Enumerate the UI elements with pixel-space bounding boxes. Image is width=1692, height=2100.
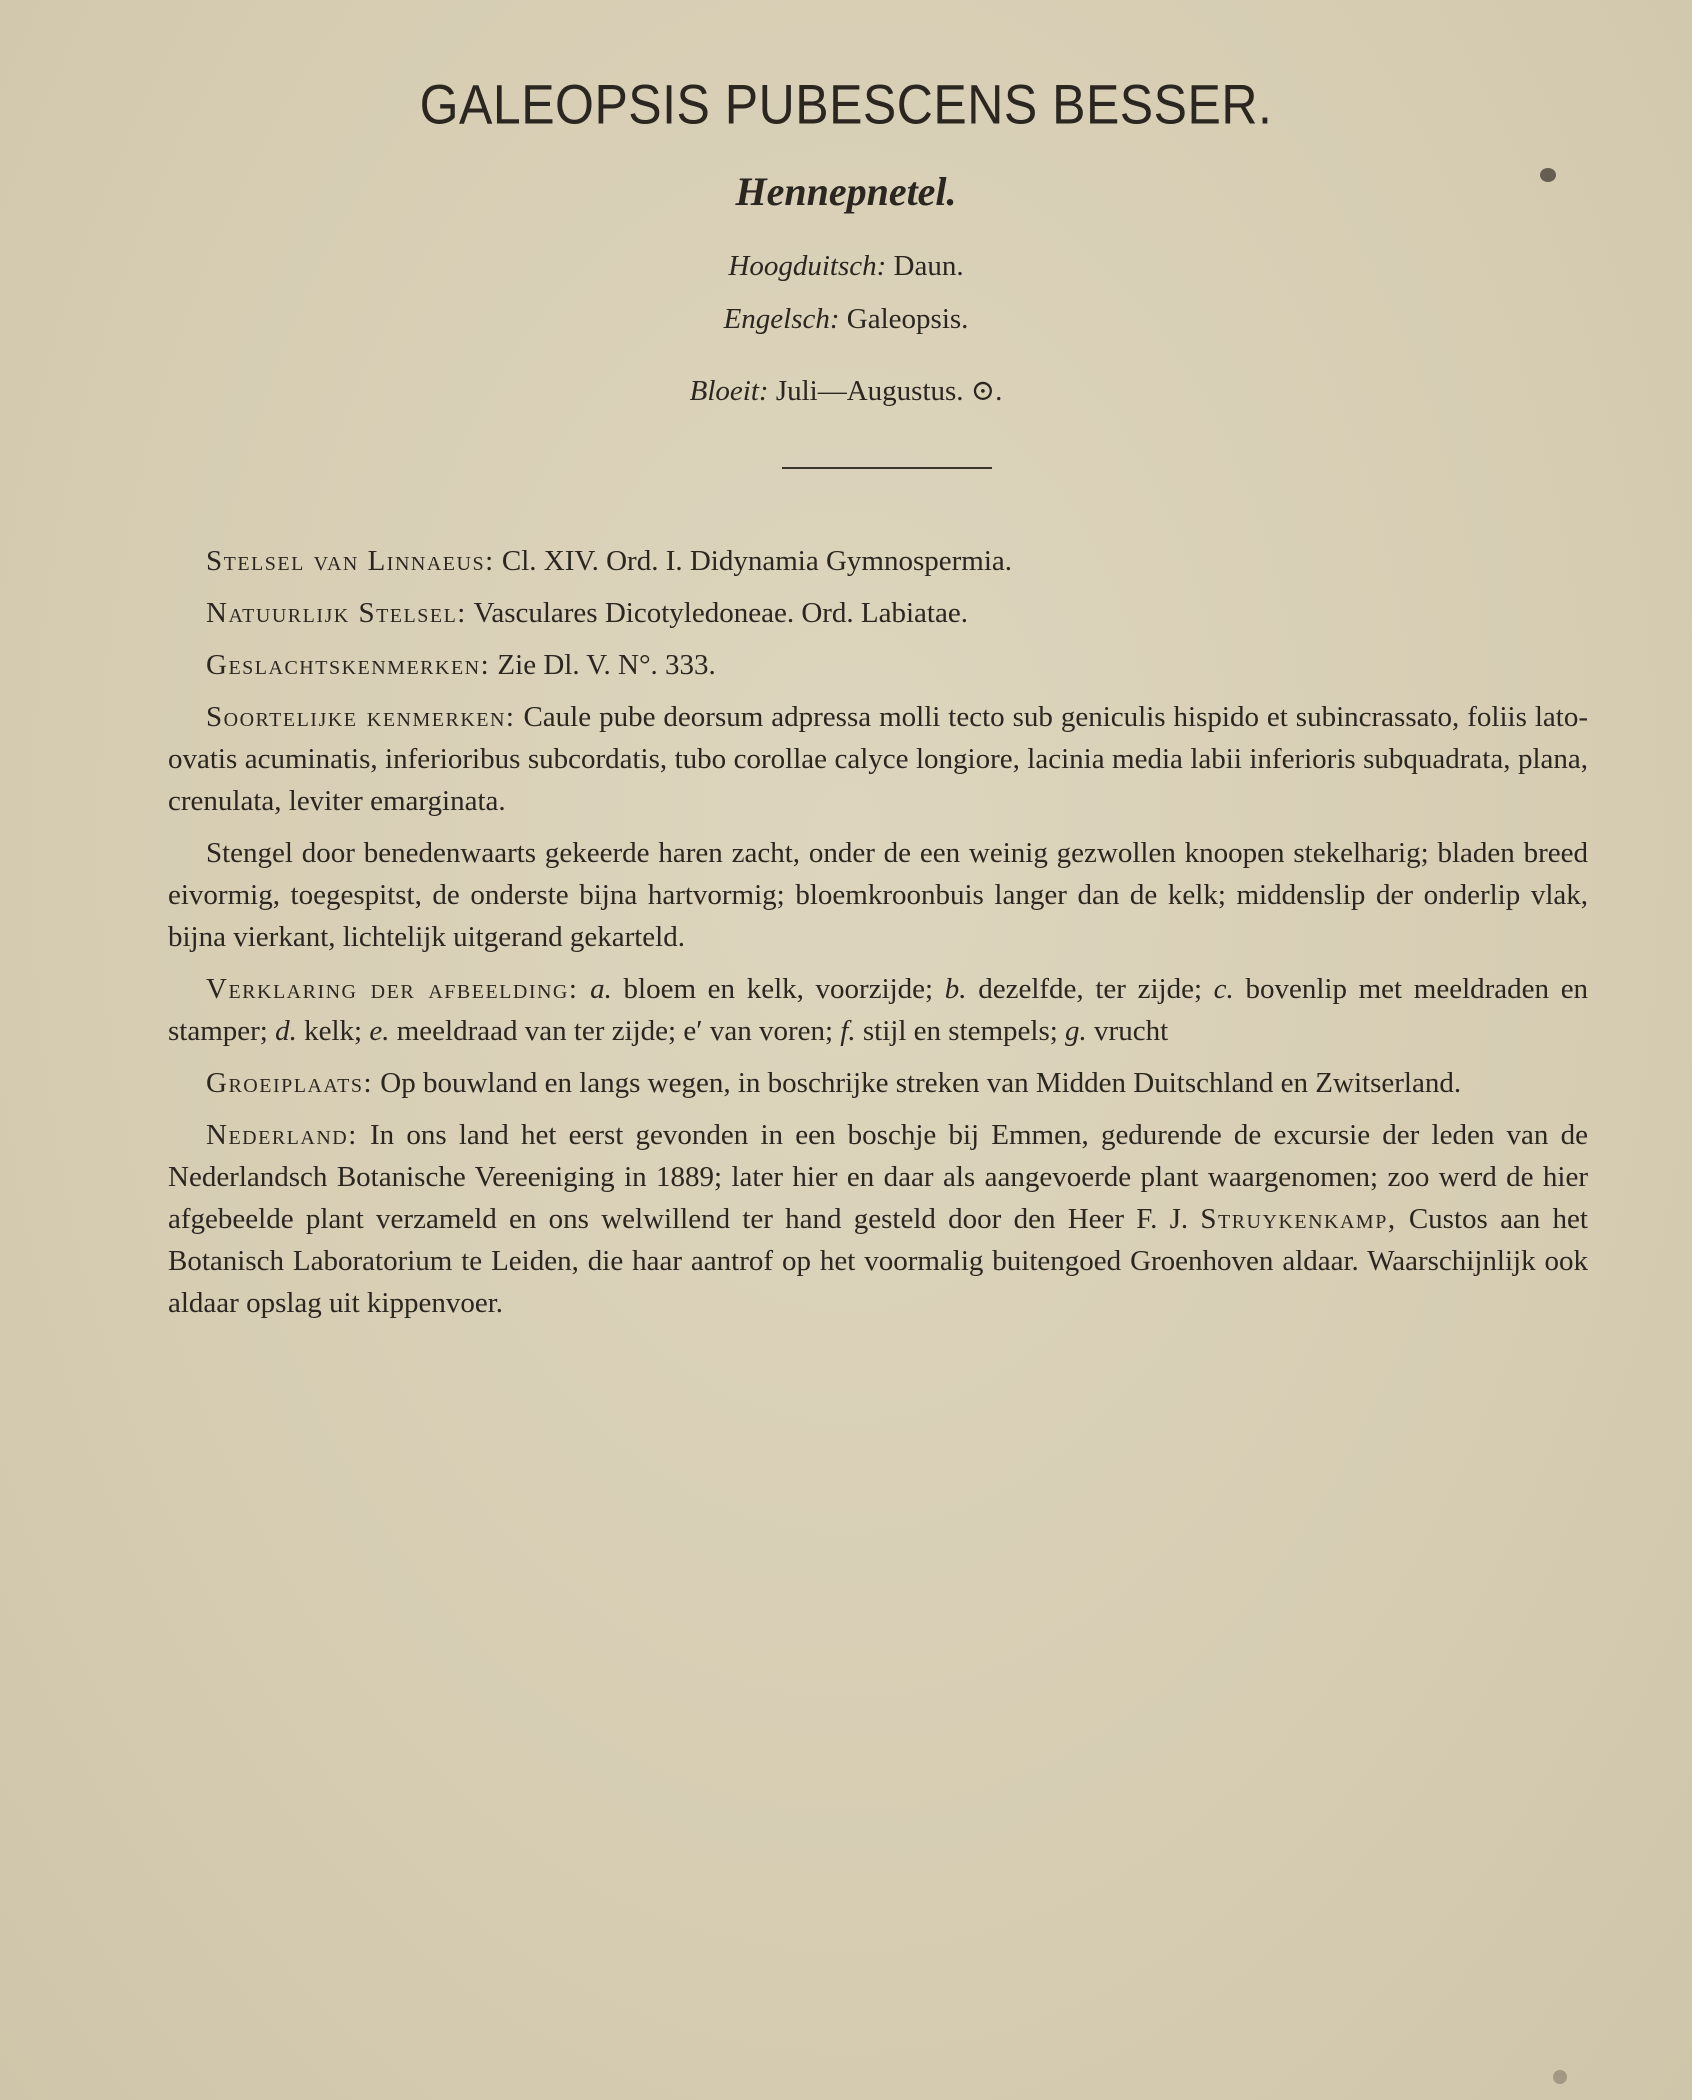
habitat-label: Groeiplaats: xyxy=(206,1067,374,1099)
explanation-key-g: g. xyxy=(1065,1015,1087,1047)
german-name-line xyxy=(0,250,1692,283)
english-name-line xyxy=(0,303,1692,336)
explanation-text-g: vrucht xyxy=(1094,1015,1169,1047)
species-text: Caule pube deorsum adpressa molli tecto sub geniculis hispido et subincrassato, foliis lato-ovatis acuminatis, inferioribus subcordatis, tubo corollae calyce longiore, lacinia media labii inferioris subquadrata, plana, crenulata, leviter emarginata. xyxy=(168,701,1589,817)
explanation-key-c: c. xyxy=(1213,973,1234,1005)
common-name: Hennepnetel. xyxy=(735,169,957,214)
bloom-value: Juli—Augustus. ⊙. xyxy=(775,375,1003,407)
linnaeus-text: Cl. XIV. Ord. I. Didynamia Gymnospermia. xyxy=(501,545,1013,577)
explanation-key-b: b. xyxy=(944,973,967,1005)
explanation-text-c: bovenlip met meeldraden en stamper; xyxy=(168,973,1589,1047)
natural-system-label: Natuurlijk Stelsel: xyxy=(206,597,467,629)
explanation-paragraph xyxy=(168,968,1588,1052)
paper-speck xyxy=(1553,2070,1567,2084)
description-paragraph xyxy=(168,832,1588,958)
explanation-key-a: a. xyxy=(590,973,612,1005)
natural-system-text: Vasculares Dicotyledoneae. Ord. Labiatae. xyxy=(473,597,968,629)
genus-text: Zie Dl. V. N°. 333. xyxy=(497,649,716,681)
page-title: GALEOPSIS PUBESCENS BESSER. xyxy=(419,73,1273,136)
species-paragraph xyxy=(168,696,1588,822)
divider xyxy=(782,467,992,469)
genus-paragraph xyxy=(168,644,1588,686)
netherlands-label: Nederland: xyxy=(206,1119,358,1151)
netherlands-text-1: In ons land het eerst gevonden in een boschje bij Emmen, gedurende de excursie der leden van de Nederlandsch Botanische Vereeniging in 1889; later hier en daar als aangevoerde plant waargenomen; zoo werd de hier afgebeelde plant verzameld en ons welwillend ter hand gesteld door den Heer F. J. xyxy=(168,1119,1588,1235)
explanation-text-b: dezelfde, ter zijde; xyxy=(978,973,1202,1005)
bloom-line xyxy=(0,373,1692,408)
explanation-key-d: d. xyxy=(275,1015,297,1047)
german-label: Hoogduitsch: xyxy=(728,250,887,282)
linnaeus-label: Stelsel van Linnaeus: xyxy=(206,545,495,577)
explanation-key-f: f. xyxy=(840,1015,856,1047)
explanation-text-d: kelk; xyxy=(304,1015,363,1047)
species-label: Soortelijke kenmerken: xyxy=(206,701,516,733)
habitat-text: Op bouwland en langs wegen, in boschrijke streken van Midden Duitschland en Zwitserland. xyxy=(380,1067,1462,1099)
habitat-paragraph xyxy=(168,1062,1588,1104)
genus-label: Geslachtskenmerken: xyxy=(206,649,491,681)
paper-speck xyxy=(1540,168,1556,182)
german-value: Daun. xyxy=(893,250,964,282)
bloom-label: Bloeit: xyxy=(689,375,769,407)
description-text: Stengel door benedenwaarts gekeerde haren zacht, onder de een weinig gezwollen knoopen stekelharig; bladen breed eivormig, toegespitst, de onderste bijna hartvormig; bloemkroonbuis langer dan de kelk; middenslip der onderlip vlak, bijna vierkant, lichtelijk uitgerand gekarteld. xyxy=(168,837,1588,953)
explanation-key-e: e. xyxy=(369,1015,390,1047)
linnaeus-paragraph xyxy=(168,540,1588,582)
netherlands-paragraph xyxy=(168,1114,1588,1324)
english-label: Engelsch: xyxy=(723,303,840,335)
natural-system-paragraph xyxy=(168,592,1588,634)
description-body xyxy=(168,540,1588,1334)
netherlands-text-2: Custos aan het Botanisch Laboratorium te Leiden, die haar aantrof op het voormalig buitengoed Groenhoven aldaar. Waarschijnlijk ook aldaar opslag uit kippenvoer. xyxy=(168,1203,1588,1319)
explanation-label: Verklaring der afbeelding: xyxy=(206,973,579,1005)
explanation-text-f: stijl en stempels; xyxy=(862,1015,1058,1047)
explanation-text-e: meeldraad van ter zijde; e′ van voren; xyxy=(396,1015,834,1047)
explanation-text-a: bloem en kelk, voorzijde; xyxy=(623,973,934,1005)
english-value: Galeopsis. xyxy=(846,303,969,335)
netherlands-person-name: Struykenkamp, xyxy=(1200,1203,1397,1235)
